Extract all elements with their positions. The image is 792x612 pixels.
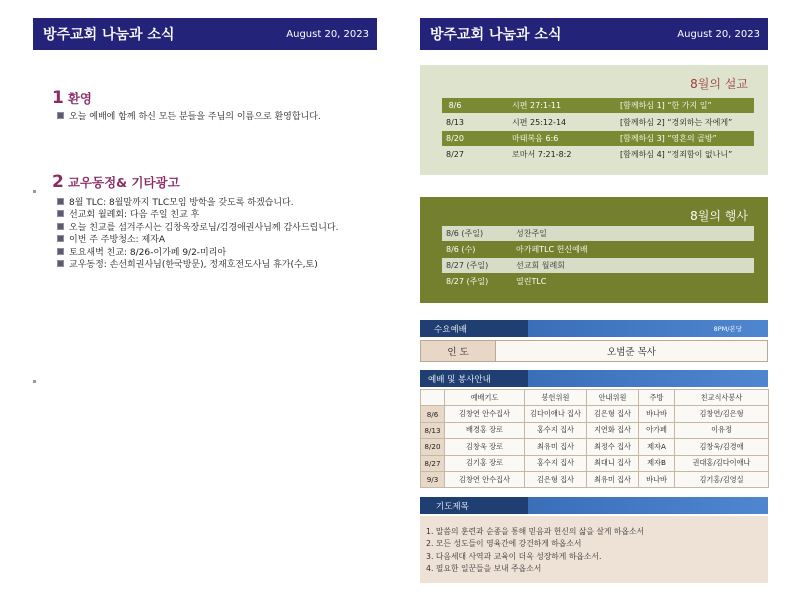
table-row: 8/20 김창욱 장로 최유미 집사 최정수 집사 제자A 김창욱/김경애 [421,439,769,455]
sermon-row: 8/20 마태복음 6:6 [함께하심 3] “영혼의 골방” [442,131,754,146]
prayer-box [420,516,768,583]
header-bar-left [33,18,377,50]
bulletin-date: August 20, 2023 [286,28,369,40]
service-schedule-label: 예배 및 봉사안내 [428,374,491,385]
square-bullet-icon [57,248,64,255]
events-panel [420,197,768,303]
list-item: 오늘 예배에 함께 하신 모든 분들을 주님의 이름으로 환영합니다. [57,109,321,122]
list-item: 8월 TLC: 8월말까지 TLC모임 방학을 갖도록 하겠습니다. [57,195,338,208]
list-item: 2. 모든 성도들이 영육간에 강건하게 하옵소서 [426,539,582,549]
list-item: 3. 다음세대 사역과 교육이 더욱 성장하게 하옵소서. [426,551,602,561]
prayer-bar [420,497,768,514]
list-item: 이번 주 주방청소: 제자A [57,233,338,246]
list-item: 4. 필요한 일꾼들을 보내 주옵소서 [426,563,542,573]
list-item: 오늘 친교를 섬겨주시는 김창욱장로님/김경애권사님께 감사드립니다. [57,220,338,233]
header-bar-right [420,18,768,50]
service-schedule-bar [420,370,768,387]
list-item: 교우동정: 손선희권사님(한국방문), 정재호전도사님 휴가(수,토) [57,258,338,271]
wednesday-service-label: 수요예배 [434,324,467,335]
square-bullet-icon [57,112,64,119]
service-schedule-table [420,389,769,488]
event-row: 8/6 (수) 아가페TLC 헌신예배 [446,245,588,254]
sermon-row: 8/27 로마서 7:21-8:2 [함께하심 4] “정죄함이 없나니” [446,150,733,159]
list-item: 토요새벽 친교: 8/26-이가페 9/2-미리아 [57,245,338,258]
square-bullet-icon [57,235,64,242]
square-bullet-icon [57,223,64,230]
events-panel-title: 8월의 행사 [690,209,748,223]
leader-role: 인 도 [421,341,496,361]
square-bullet-icon [57,260,64,267]
wednesday-leader-row [420,340,768,362]
table-row: 8/27 김기홍 장로 홍수지 집사 최대니 집사 제자B 권대홍/김다이애나 [421,455,769,471]
table-row: 8/6 김창연 안수집사 김다이애나 집사 김은형 집사 바나바 김창연/김은형 [421,406,769,422]
welcome-heading [52,88,92,108]
bar-gradient [528,370,768,387]
table-header-row: 예배기도 봉헌위원 안내위원 주방 친교식사봉사 [421,390,769,406]
wednesday-service-time: 8PM/본당 [713,325,742,333]
square-bullet-icon [57,210,64,217]
table-row: 8/13 배경홍 장로 홍수지 집사 지연화 집사 아가페 이유정 [421,422,769,438]
table-row: 9/3 김창연 안수집사 김은형 집사 최유미 집사 바나바 김기홍/김영실 [421,471,769,487]
event-row: 8/27 (주일) 열린TLC [446,277,547,286]
welcome-list [57,109,321,122]
event-row: 8/27 (주일) 선교회 월례회 [442,258,754,273]
sermon-panel [420,65,768,175]
welcome-number: 1 [52,88,64,108]
news-list [57,195,338,270]
bulletin-date: August 20, 2023 [677,28,760,40]
prayer-list [426,526,644,575]
margin-mark [33,190,36,193]
prayer-label: 기도제목 [436,501,469,512]
bulletin-title: 방주교회 나눔과 소식 [430,27,562,43]
margin-mark [33,380,36,383]
list-item: 1. 말씀의 훈련과 순종을 통해 믿음과 헌신의 삶을 살게 하옵소서 [426,527,645,536]
sermon-row: 8/13 시편 25:12-14 [함께하심 2] “경외하는 자에게” [446,118,733,127]
square-bullet-icon [57,198,64,205]
event-row: 8/6 (주일) 성찬주일 [442,226,754,241]
leader-name: 오범준 목사 [496,341,767,361]
list-item: 선교회 월례회: 다음 주일 친교 후 [57,208,338,221]
bar-gradient [528,497,768,514]
news-heading [52,172,180,192]
news-number: 2 [52,172,64,192]
news-title: 교우동정& 기타광고 [67,175,180,190]
sermon-row: 8/6 시편 27:1-11 [함께하심 1] “한 가지 일” [442,98,754,113]
bulletin-title: 방주교회 나눔과 소식 [43,27,175,43]
welcome-title: 환영 [67,91,92,106]
sermon-panel-title: 8월의 설교 [690,77,748,91]
wednesday-service-bar [420,320,768,337]
